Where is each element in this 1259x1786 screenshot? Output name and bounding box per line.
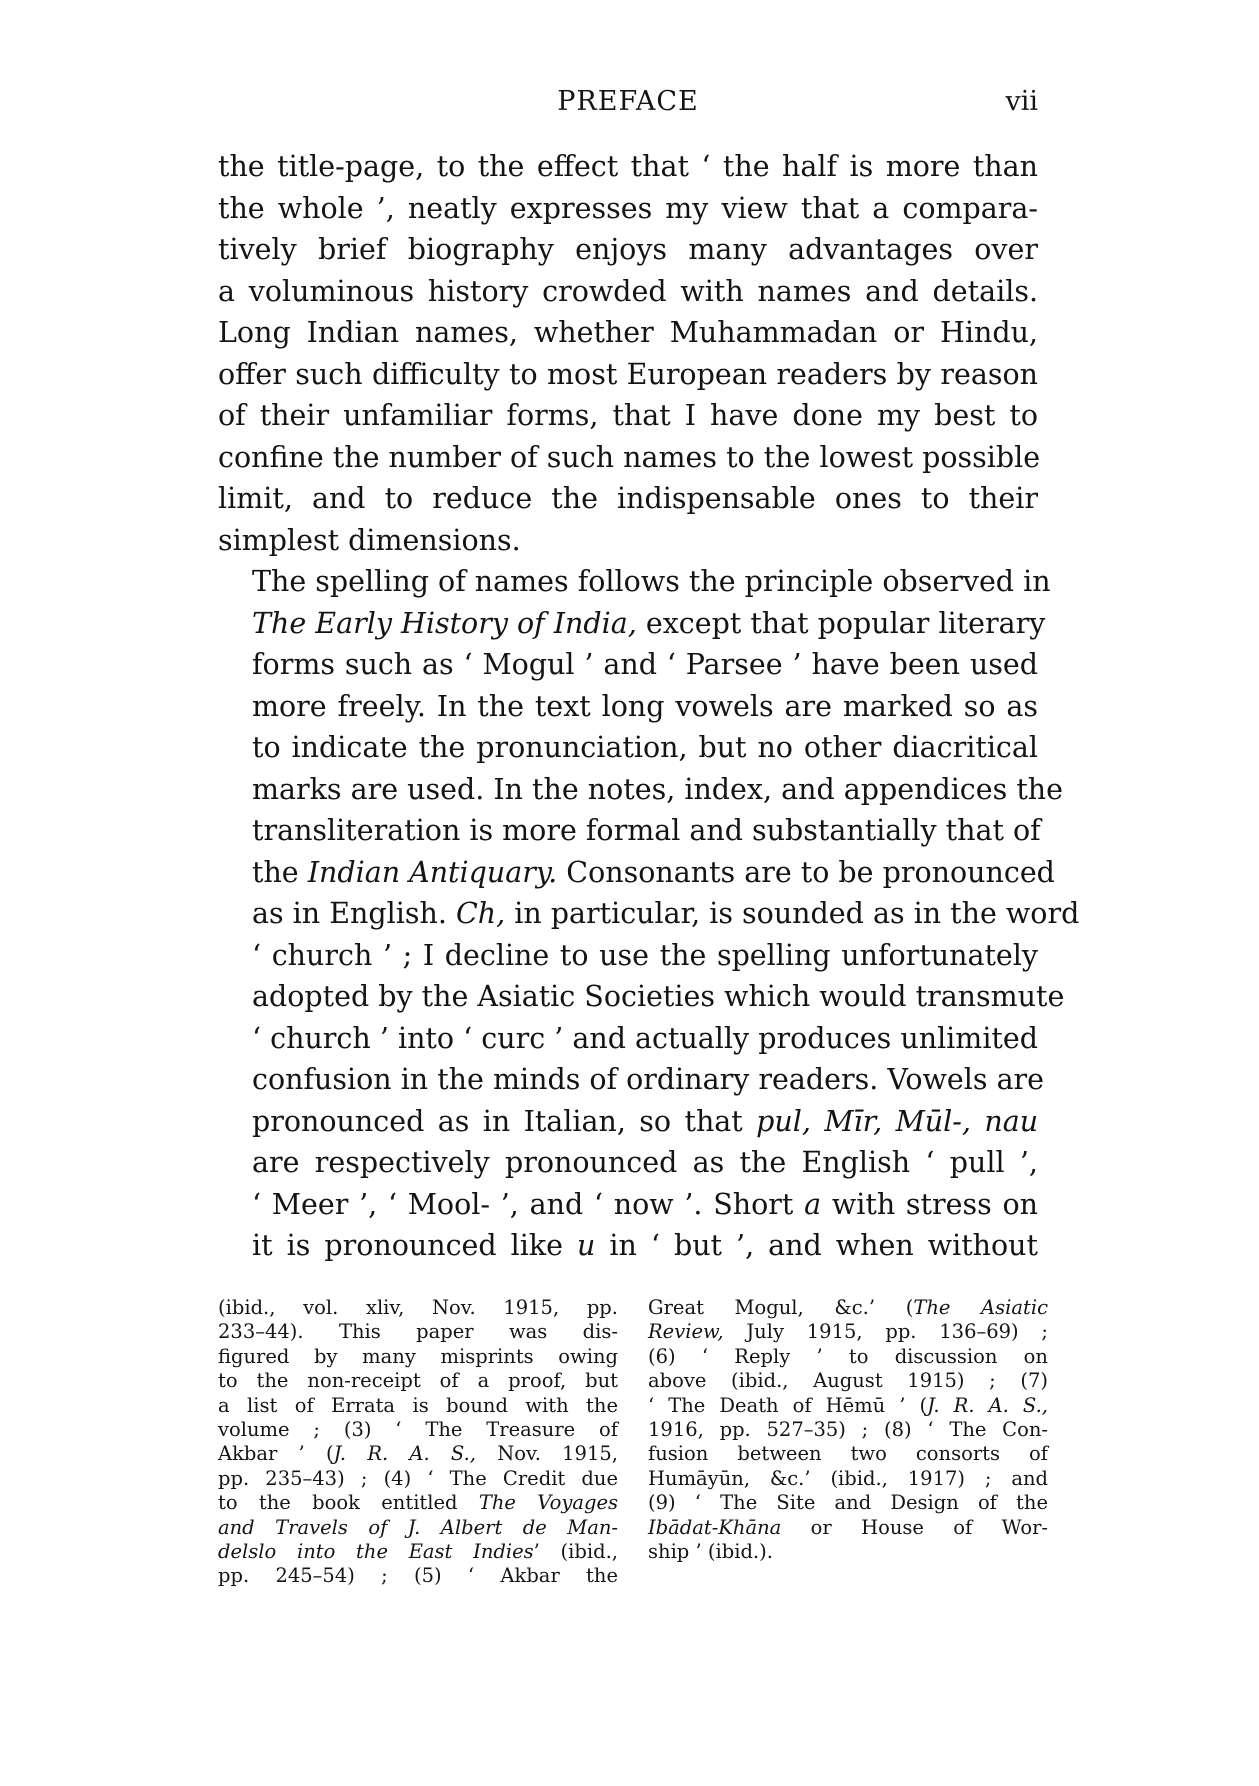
- journal-title: Review,: [648, 1320, 724, 1344]
- main-text: [218, 146, 1080, 1267]
- text-line: Long Indian names, whether Muhammadan or Hindu,: [218, 316, 1038, 349]
- book-title: delslo into the East Indies: [218, 1540, 534, 1564]
- italic-term: Mīr,: [824, 1104, 883, 1138]
- text-line: limit, and to reduce the indispensable ones to their: [218, 482, 1038, 515]
- journal-title: The Asiatic: [913, 1296, 1049, 1319]
- text-line: confine the number of such names to the lowest possible: [218, 440, 1041, 474]
- italic-term: Ch,: [455, 897, 506, 930]
- text-line: the Indian Antiquary. Consonants are to be pronounced: [252, 855, 1055, 889]
- note-line: volume ; (3) ‘ The Treasure of: [218, 1418, 618, 1442]
- text-line: The spelling of names follows the principle observed in: [252, 565, 1051, 598]
- note-line: above (ibid., August 1915) ; (7): [648, 1369, 1048, 1393]
- note-line: to the book entitled The Voyages: [218, 1491, 618, 1515]
- note-line: pp. 235–43) ; (4) ‘ The Credit due: [218, 1466, 618, 1490]
- footnotes: [218, 1296, 1048, 1589]
- note-line: Ibādat-Khāna or House of Wor-: [648, 1515, 1048, 1539]
- italic-term: u: [577, 1229, 596, 1262]
- text-line: forms such as ‘ Mogul ’ and ‘ Parsee ’ have been used: [252, 648, 1038, 681]
- note-line: pp. 245–54) ; (5) ‘ Akbar the: [218, 1564, 618, 1588]
- note-line: (6) ‘ Reply ’ to discussion on: [648, 1344, 1048, 1368]
- book-title: The Early History of India,: [252, 606, 637, 640]
- text-line: The Early History of India, except that popular literary: [252, 606, 1046, 640]
- note-line: [218, 1516, 618, 1540]
- page-number: vii: [1005, 86, 1038, 117]
- text-line: more freely. In the text long vowels are marked so as: [252, 689, 1038, 723]
- note-line: figured by many misprints owing: [218, 1344, 618, 1368]
- running-head: [218, 86, 1038, 126]
- journal-title: Indian Antiquary.: [307, 855, 558, 889]
- text-line: transliteration is more formal and substantially that of: [252, 814, 1041, 847]
- note-line: ‘ The Death of Hēmū ’ (J. R. A. S.,: [648, 1393, 1048, 1417]
- note-line: (ibid., vol. xliv, Nov. 1915, pp.: [218, 1296, 618, 1319]
- running-title: PREFACE: [557, 86, 699, 117]
- italic-term: a: [804, 1187, 822, 1221]
- note-line: fusion between two consorts of: [648, 1442, 1048, 1466]
- text-line: the whole ’, neatly expresses my view that a compara-: [218, 191, 1038, 225]
- text-line: simplest dimensions.: [218, 523, 521, 557]
- text-line: confusion in the minds of ordinary readers. Vowels are: [252, 1063, 1045, 1096]
- note-line: to the non-receipt of a proof, but: [218, 1369, 618, 1393]
- text-line: to indicate the pronunciation, but no other diacritical: [252, 731, 1038, 764]
- text-line: a voluminous history crowded with names and details.: [218, 274, 1038, 308]
- note-line: a list of Errata is bound with the: [218, 1393, 618, 1417]
- italic-term: Mūl-,: [895, 1104, 971, 1138]
- footnote-column-right: [648, 1296, 1048, 1589]
- note-line: Akbar ’ (J. R. A. S., Nov. 1915,: [218, 1442, 618, 1466]
- text-line: pronounced as in Italian, so that pul, Mīr, Mūl-, nau: [252, 1104, 1039, 1138]
- paragraph-2: [218, 561, 1080, 1267]
- note-line: 1916, pp. 527–35) ; (8) ‘ The Con-: [648, 1418, 1048, 1442]
- italic-term: nau: [984, 1104, 1039, 1138]
- note-line: Humāyūn, &c.’ (ibid., 1917) ; and: [648, 1466, 1048, 1490]
- text-line: it is pronounced like u in ‘ but ’, and when without: [252, 1229, 1038, 1262]
- journal-abbrev: J. R. A. S.,: [927, 1393, 1048, 1417]
- journal-abbrev: J. R. A. S.,: [333, 1442, 476, 1466]
- paragraph-1: [218, 146, 1041, 561]
- note-line: ship ’ (ibid.).: [648, 1540, 773, 1564]
- book-title: and Travels of J. Albert de Man-: [218, 1515, 618, 1539]
- italic-term: pul,: [756, 1104, 811, 1138]
- text-line: marks are used. In the notes, index, and appendices the: [252, 772, 1063, 806]
- footnote-column-left: [218, 1296, 618, 1589]
- text-line: as in English. Ch, in particular, is sounded as in the word: [252, 897, 1080, 930]
- text-line: ‘ church ’ into ‘ curc ’ and actually produces unlimited: [252, 1021, 1038, 1055]
- note-line: Review, July 1915, pp. 136–69) ;: [648, 1320, 1048, 1344]
- note-line: Great Mogul, &c.’ (The Asiatic: [648, 1296, 1049, 1319]
- text-line: tively brief biography enjoys many advantages over: [218, 233, 1038, 266]
- note-line: (9) ‘ The Site and Design of the: [648, 1491, 1048, 1515]
- text-line: ‘ Meer ’, ‘ Mool- ’, and ‘ now ’. Short a with stress on: [252, 1187, 1038, 1221]
- text-line: ‘ church ’ ; I decline to use the spelling unfortunately: [252, 938, 1038, 972]
- italic-term: Ibādat-Khāna: [648, 1515, 782, 1539]
- text-line: of their unfamiliar forms, that I have done my best to: [218, 399, 1038, 432]
- text-line: offer such difficulty to most European readers by reason: [218, 357, 1038, 391]
- text-line: the title-page, to the effect that ‘ the half is more than: [218, 150, 1038, 183]
- note-line: delslo into the East Indies’ (ibid.,: [218, 1540, 618, 1564]
- note-line: 233–44). This paper was dis-: [218, 1320, 618, 1344]
- text-line: are respectively pronounced as the English ‘ pull ’,: [252, 1146, 1038, 1179]
- text-line: adopted by the Asiatic Societies which would transmute: [252, 980, 1065, 1013]
- book-title: The Voyages: [478, 1491, 618, 1515]
